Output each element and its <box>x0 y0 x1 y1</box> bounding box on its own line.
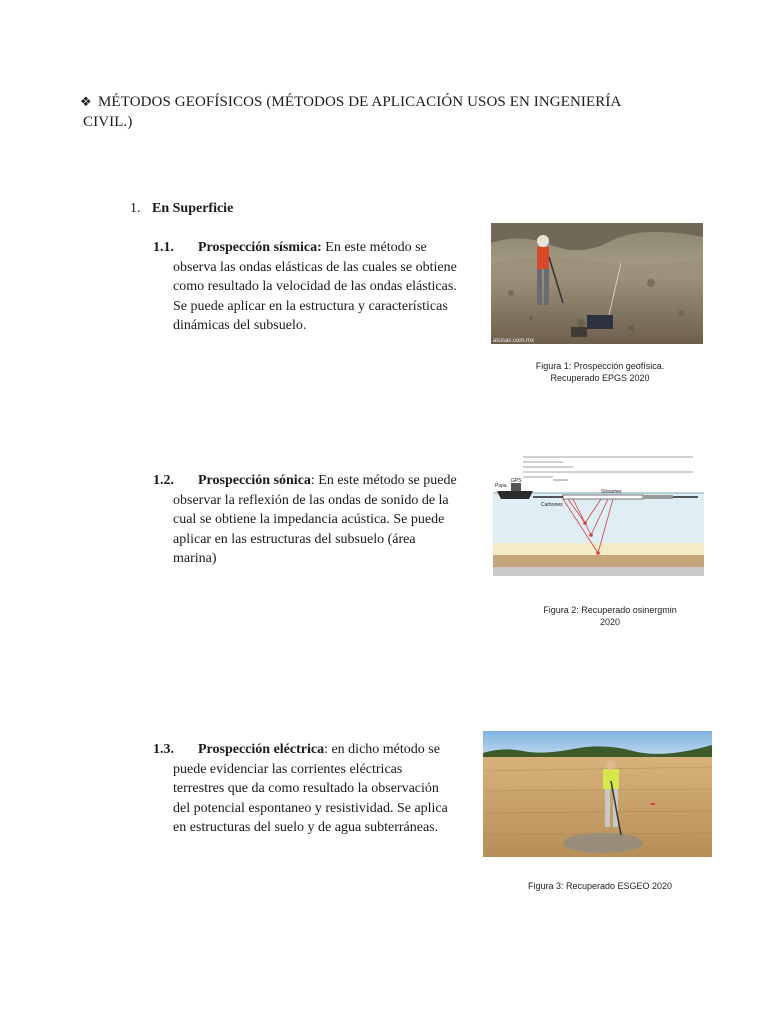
section-title: Prospección sísmica: <box>198 240 322 255</box>
figure-2-caption <box>510 604 710 628</box>
section-text-line: En este método se <box>321 240 427 255</box>
section-text-line: : En este método se puede <box>310 473 457 488</box>
figure-1-caption <box>500 360 700 384</box>
main-heading <box>80 92 660 132</box>
section-text-line: puede evidenciar las corrientes eléctricas <box>173 761 403 777</box>
section-1-1 <box>153 238 483 336</box>
section-text-line: aplicar en las estructuras del subsuelo (área <box>173 531 416 547</box>
photo-watermark: alsisas.com.mx <box>493 338 535 344</box>
section-text-line: Se puede aplicar en la estructura y características <box>173 298 448 314</box>
seismic-survey-photo <box>491 223 703 344</box>
caption-line: Recuperado EPGS 2020 <box>550 373 650 383</box>
section-text-line: como resultado la velocidad de las ondas elásticas. <box>173 279 457 294</box>
figure-3-photo <box>483 731 712 857</box>
diagram-label-streamer: Streamer <box>601 489 622 495</box>
section-text-line: cual se obtiene la impedancia acústica. Se puede <box>173 512 445 527</box>
heading-line-2: CIVIL.) <box>83 114 133 130</box>
caption-line: Figura 1: Prospección geofísica. <box>535 361 665 371</box>
list-item-superficie <box>130 201 233 217</box>
diamond-bullet-icon: ❖ <box>80 94 92 109</box>
diagram-label-carbonos: Carbones <box>541 502 563 508</box>
caption-line: Figura 2: Recuperado osinergmin <box>543 605 677 615</box>
section-number: 1.3. <box>153 742 174 757</box>
section-text-line: : en dicho método se <box>324 742 440 757</box>
section-1-3 <box>153 740 483 838</box>
section-title: Prospección eléctrica <box>198 742 325 757</box>
section-1-2 <box>153 471 483 569</box>
section-number: 1.2. <box>153 473 174 488</box>
section-text-line: dinámicas del subsuelo. <box>173 318 307 333</box>
section-text-line: terrestres que da como resultado la observación <box>173 781 439 796</box>
marine-seismic-diagram <box>493 453 704 576</box>
figure-1-photo <box>491 223 703 344</box>
heading-line-1: MÉTODOS GEOFÍSICOS (MÉTODOS DE APLICACIÓN USOS EN INGENIERÍA <box>98 94 622 110</box>
diagram-label-gps: GPS <box>511 478 522 484</box>
section-text-line: marina) <box>173 551 217 566</box>
section-text-line: observar la reflexión de las ondas de sonido de la <box>173 492 449 508</box>
list-label: En Superficie <box>152 201 234 216</box>
figure-2-diagram <box>493 453 704 576</box>
caption-line: Figura 3: Recuperado ESGEO 2020 <box>527 881 673 891</box>
figure-3-caption <box>480 880 720 892</box>
section-title: Prospección sónica <box>198 473 311 488</box>
section-number: 1.1. <box>153 240 174 255</box>
section-text-line: en estructuras del suelo y de agua subterráneas. <box>173 820 439 835</box>
list-number: 1. <box>130 201 141 216</box>
caption-line: 2020 <box>599 617 621 627</box>
diagram-label-popa: Popa <box>495 483 507 489</box>
section-text-line: observa las ondas elásticas de las cuales se obtiene <box>173 259 457 275</box>
electrical-survey-photo <box>483 731 712 857</box>
section-text-line: del potencial espontaneo y resistividad. Se aplica <box>173 800 448 816</box>
